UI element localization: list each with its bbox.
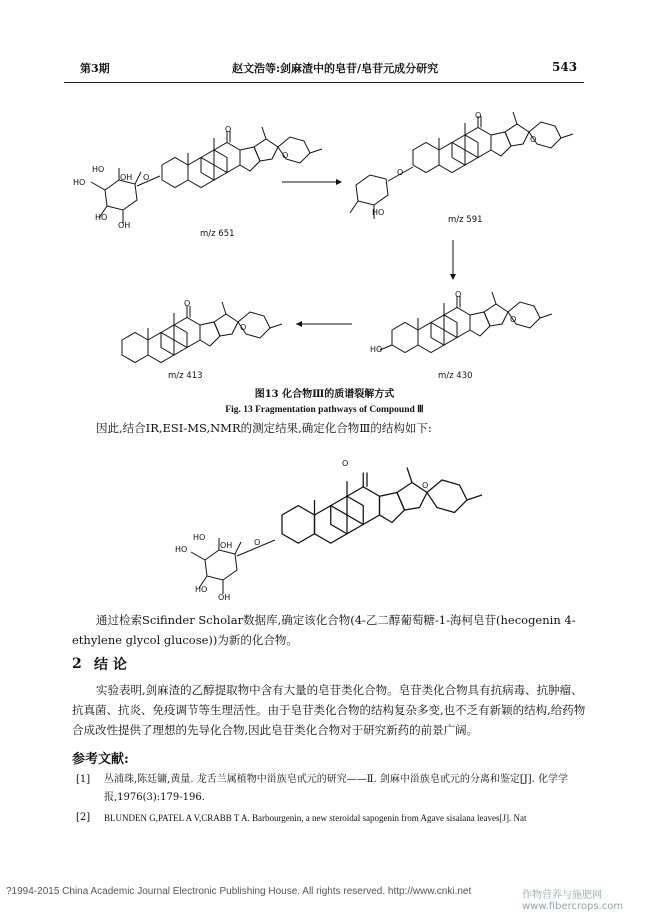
- atom-label-o: O: [254, 538, 261, 547]
- atom-label-oh: OH: [220, 541, 233, 550]
- atom-label-oh: OH: [118, 221, 131, 230]
- mz-label-591: m/z 591: [448, 215, 483, 225]
- copyright-footer: ?1994-2015 China Academic Journal Electronic Publishing House. All rights reserved. http://www.cnki.net: [6, 886, 472, 897]
- structure-m413: [122, 302, 282, 363]
- watermark: 作物营养与施肥网 www.fibercrops.com: [522, 890, 624, 912]
- conclusion-line1: 实验表明,剑麻渣的乙醇提取物中含有大量的皂苷类化合物。皂苷类化合物具有抗病毒、抗肿瘤、: [96, 683, 583, 697]
- atom-label-o: O: [530, 135, 537, 144]
- atom-label-ho: HO: [195, 585, 208, 594]
- reference-number: [2]: [76, 812, 91, 823]
- atom-label-ho: HO: [175, 545, 188, 554]
- structure-m430: [380, 292, 552, 353]
- conclusion-line2: 抗真菌、抗炎、免疫调节等生理活性。由于皂苷类化合物的结构复杂多变,也不乏有新颖的结构,给药物: [72, 703, 586, 717]
- atom-label-o: O: [510, 315, 517, 324]
- atom-label-o: O: [422, 481, 429, 490]
- reference-2-line1: BLUNDEN G,PATEL A V,CRABB T A. Barbourgenin, a new steroidal sapogenin from Agave sisalana leaves[J]. Nat: [104, 813, 527, 823]
- structure-m591: [413, 112, 573, 173]
- mz-label-651: m/z 651: [200, 229, 235, 239]
- structure-m651: [162, 127, 322, 188]
- reference-number: [1]: [76, 774, 91, 785]
- issue-label: 第3期: [80, 62, 110, 75]
- mz-label-430: m/z 430: [438, 371, 473, 381]
- paragraph-new-compound-line2: ethylene glycol glucose))为新的化合物。: [72, 633, 298, 647]
- section-number: 2: [72, 656, 82, 672]
- reference-1-line2: 报,1976(3):179-196.: [104, 792, 205, 803]
- atom-label-o: O: [184, 299, 191, 308]
- mz-label-413: m/z 413: [168, 371, 203, 381]
- reference-1-line1: 丛浦珠,陈廷镛,黄量. 龙舌兰属植物中甾族皂甙元的研究——Ⅱ. 剑麻中甾族皂甙元的分离和鉴定[J]. 化学学: [104, 774, 569, 785]
- atom-label-o: O: [143, 173, 150, 182]
- section-title: 结 论: [94, 657, 127, 673]
- atom-label-o: O: [397, 168, 404, 177]
- atom-label-o: O: [240, 323, 247, 332]
- paragraph-structure-intro: 因此,结合IR,ESI-MS,NMR的测定结果,确定化合物Ⅲ的结构如下:: [96, 421, 432, 435]
- atom-label-oh: OH: [120, 173, 133, 182]
- page-number: 543: [552, 60, 578, 74]
- running-title: 赵文浩等:剑麻渣中的皂苷/皂苷元成分研究: [232, 62, 439, 75]
- atom-label-o: O: [475, 111, 482, 120]
- atom-label-oh: OH: [218, 593, 231, 602]
- paragraph-new-compound-line1: 通过检索Scifinder Scholar数据库,确定该化合物(4-乙二醇葡萄糖-1-海柯皂苷(hecogenin 4-: [96, 613, 576, 627]
- atom-label-ho: HO: [73, 178, 86, 187]
- atom-label-ho: HO: [370, 345, 383, 354]
- figure-caption-cn: 图13 化合物Ⅲ的质谱裂解方式: [254, 389, 395, 400]
- structure-compound-iii: [282, 468, 482, 544]
- atom-label-ho: HO: [95, 213, 108, 222]
- atom-label-ho: HO: [193, 533, 206, 542]
- atom-label-o: O: [282, 151, 289, 160]
- atom-label-o: O: [225, 125, 232, 134]
- atom-label-ho: HO: [92, 165, 105, 174]
- conclusion-line3: 合成改性提供了理想的先导化合物,因此皂苷类化合物对于研究新药的前景广阔。: [72, 723, 479, 737]
- atom-label-o: O: [342, 459, 349, 468]
- references-title: 参考文献:: [72, 752, 129, 767]
- atom-label-o: O: [455, 290, 462, 299]
- atom-label-ho: HO: [372, 208, 385, 217]
- figure-caption-en: Fig. 13 Fragmentation pathways of Compound Ⅲ: [225, 405, 424, 415]
